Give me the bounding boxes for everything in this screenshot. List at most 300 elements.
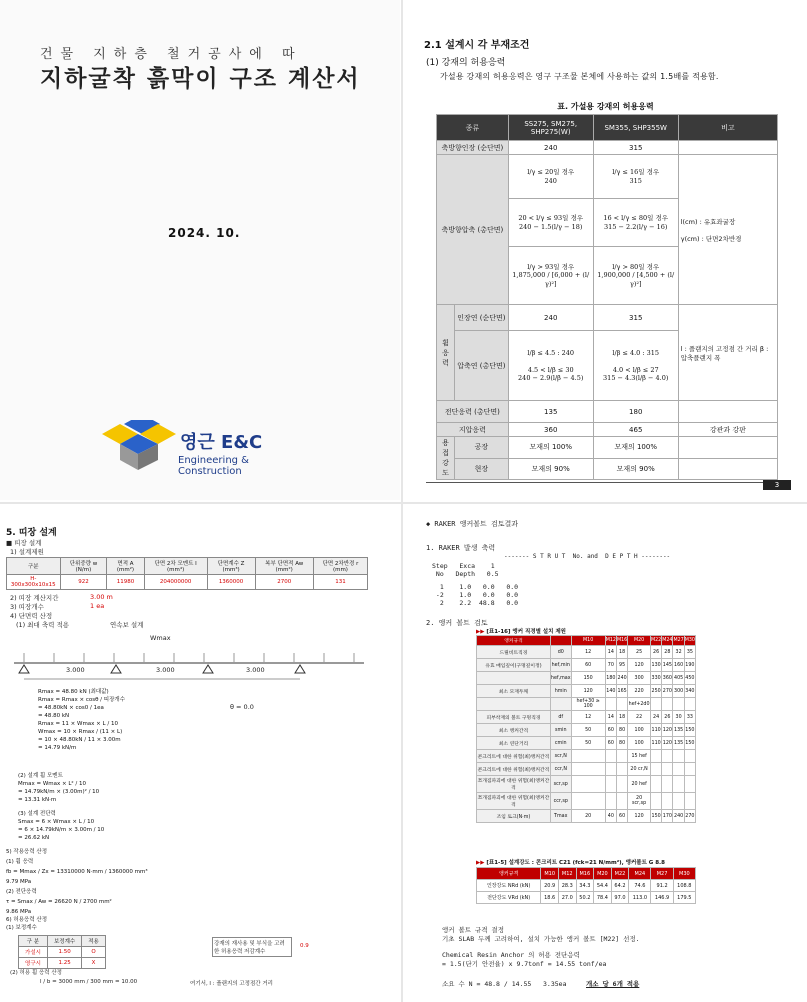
calc-line: = 48.80 kN — [38, 713, 70, 719]
cell: 54.4 — [594, 880, 612, 892]
reaction-calc — [38, 688, 125, 752]
cell: 모재의 100% — [508, 437, 593, 459]
table-row — [477, 892, 696, 904]
cell: 11980 — [107, 575, 144, 590]
load-label: Wmax — [150, 634, 171, 642]
theta-value: θ = 0.0 — [230, 703, 254, 711]
row-label: 현장 — [455, 458, 509, 480]
cell — [605, 698, 616, 711]
cell: 240 − 2.9(l/β − 4.5) — [518, 373, 584, 382]
cell — [673, 793, 684, 810]
calc-line: 9.86 MPa — [6, 909, 32, 915]
cell — [673, 698, 684, 711]
cell — [616, 763, 627, 776]
cell: 140 — [605, 685, 616, 698]
calc-line: = 14.79 kN/m — [38, 745, 77, 751]
cell: l/γ > 93일 경우 — [527, 263, 575, 272]
col-header: 적용 — [82, 936, 106, 947]
cell: 60 — [571, 659, 605, 672]
cell — [605, 763, 616, 776]
cell — [684, 776, 695, 793]
col-header: M16 — [616, 636, 627, 646]
cell: 922 — [60, 575, 107, 590]
cell: 30 — [673, 711, 684, 724]
col-header: M20 — [594, 868, 612, 880]
cell: 113.0 — [629, 892, 651, 904]
cell: 315 — [629, 176, 642, 185]
cell — [550, 698, 571, 711]
allowable-stress-page — [404, 0, 807, 500]
section-heading: 2.1 설계시 각 부재조건 — [424, 40, 530, 51]
text-value: 1 ea — [90, 602, 105, 610]
cell — [477, 672, 551, 685]
cell — [650, 793, 661, 810]
cell: ccr,N — [550, 763, 571, 776]
cell: 315 − 2.2(l/γ − 16) — [604, 222, 668, 231]
span-label: 3.000 — [246, 666, 265, 674]
cell: 130 — [650, 659, 661, 672]
row-label: 압축연 (총단면) — [455, 331, 509, 401]
cell: 60 — [605, 724, 616, 737]
cell: 160 — [673, 659, 684, 672]
cell: 18 — [616, 711, 627, 724]
cell: 300 — [628, 672, 651, 685]
cell: 4.5 < l/β ≤ 30 — [527, 365, 574, 374]
cell: 110 — [650, 724, 661, 737]
table-title-text: [표1-5] 설계강도 : 콘크리트 C21 (fck=21 N/mm²), 앵커볼트 G 8.8 — [486, 860, 665, 866]
cell — [684, 750, 695, 763]
cell: 330 — [650, 672, 661, 685]
row-label: 공장 — [455, 437, 509, 459]
text-line: (2) 허용 휨 응력 산정 — [10, 970, 62, 976]
cell: 26 — [650, 646, 661, 659]
cell — [673, 750, 684, 763]
table-title: ▶▶ [표1-16] 앵커 직경별 설치 제원 — [476, 629, 566, 635]
cell — [605, 750, 616, 763]
cell: 쪼개짐파괴에 대한 위험(최)앵커간격 — [477, 776, 551, 793]
cover-title: 지하굴착 흙막이 구조 계산서 — [40, 66, 361, 92]
cell: 콘크리트에 대한 위험(최)앵커간격 — [477, 763, 551, 776]
calc-line: Smax = 6 × Wmax × L / 10 — [18, 819, 95, 825]
cover-page — [0, 0, 400, 500]
cell: 108.8 — [673, 880, 695, 892]
cell: 100 — [628, 737, 651, 750]
cell: 4.0 < l/β ≤ 27 — [612, 365, 659, 374]
cell: 64.2 — [611, 880, 629, 892]
cell: 360 — [508, 423, 593, 437]
col-header: M24 — [662, 636, 673, 646]
span-label: 3.000 — [66, 666, 85, 674]
cell: 315 — [593, 305, 678, 331]
calc-line: (3) 설계 전단력 — [18, 811, 56, 817]
cell: 33 — [684, 711, 695, 724]
cell: 120 — [662, 724, 673, 737]
cell: 150 — [650, 810, 661, 823]
cell: 2700 — [255, 575, 313, 590]
table-row — [477, 724, 696, 737]
cell: O — [82, 947, 106, 958]
text-line: = 1.5(단기 안전율) x 9.7tonf = 14.55 tonf/ea — [442, 960, 607, 968]
cell: 146.9 — [651, 892, 673, 904]
text-line: Chemical Resin Anchor 의 허용 전단응력 — [442, 951, 580, 959]
cell: H-300x300x10x15 — [7, 575, 61, 590]
cell: 135 — [673, 737, 684, 750]
calc-line: Rmax = 11 × Wmax × L / 10 — [38, 721, 118, 727]
cell — [650, 698, 661, 711]
cell — [650, 763, 661, 776]
cell: l/γ ≤ 16일 경우 — [612, 168, 660, 177]
table-row — [477, 880, 696, 892]
calc-line: τ = Smax / Aw = 26620 N / 2700 mm² — [6, 899, 112, 905]
text-line: 소요 수 N = 48.8 / 14.55 3.35ea — [442, 980, 567, 988]
cell: 16 < l/γ ≤ 80일 경우 — [603, 214, 669, 223]
cell: cmin — [550, 737, 571, 750]
cell: X — [82, 958, 106, 969]
cell: 1,900,000 / [4,500 + (l/γ)²] — [597, 271, 675, 288]
company-name-en: Engineering & Construction — [178, 455, 249, 477]
cell: 95 — [616, 659, 627, 672]
col-header: 구분 — [7, 558, 61, 575]
moment-calc — [18, 772, 99, 804]
cell: 270 — [662, 685, 673, 698]
cell — [616, 750, 627, 763]
remark: l(cm) : 유효좌굴장 — [680, 217, 736, 226]
cell: 250 — [650, 685, 661, 698]
col-header: 복부 단면적 Aw (mm²) — [255, 558, 313, 575]
beam-design-page — [0, 505, 400, 1002]
row-label: 용접 강도 — [437, 437, 455, 480]
cell: 70 — [605, 659, 616, 672]
cell: 120 — [571, 685, 605, 698]
table-row — [477, 750, 696, 763]
text-line: ■ 띠장 설계 — [6, 539, 42, 547]
reduction-value: 0.9 — [300, 943, 309, 949]
col-header: 앵커규격 — [477, 868, 541, 880]
col-header: 구 분 — [19, 936, 48, 947]
text-line: (1) 최대 축력 적용 — [16, 621, 70, 629]
cell — [684, 698, 695, 711]
col-header: SM355, SHP355W — [593, 115, 678, 141]
cell: 15 hef — [628, 750, 651, 763]
cell: 91.2 — [651, 880, 673, 892]
calc-line: (1) 휨 응력 — [6, 859, 34, 865]
cell: 28.3 — [558, 880, 576, 892]
cell: 14 — [605, 646, 616, 659]
cell — [673, 763, 684, 776]
table-row — [477, 763, 696, 776]
col-header: M12 — [558, 868, 576, 880]
cell: l/β ≤ 4.5 : 240 — [527, 349, 575, 358]
section-title: ◆ RAKER 앵커볼트 검토결과 — [426, 520, 519, 528]
table-row — [477, 685, 696, 698]
calc-line: = 48.80kN × cos0 / 1ea — [38, 705, 104, 711]
calc-line: (2) 전단응력 — [6, 889, 37, 895]
cell: hef+2d0 — [628, 698, 651, 711]
span-label: 3.000 — [156, 666, 175, 674]
strut-header: Step Exca 1 No Depth 0.5 — [432, 562, 499, 578]
cell: 315 − 4.3(l/β − 4.0) — [603, 373, 669, 382]
cell: 최소 연단거리 — [477, 737, 551, 750]
row-label: 휨응력 — [437, 305, 455, 401]
cell: 150 — [684, 724, 695, 737]
cell: 60 — [605, 737, 616, 750]
text-line: 기초 SLAB 두께 고려하여, 설치 가능한 앵커 볼트 [M22] 선정. — [442, 935, 640, 943]
col-header: M20 — [628, 636, 651, 646]
cell: 영구시 — [19, 958, 48, 969]
cell: 120 — [628, 659, 651, 672]
text-value: 3.00 m — [90, 593, 113, 601]
calc-line: = 6 × 14.79kN/m × 3.00m / 10 — [18, 827, 105, 833]
cell: 340 — [684, 685, 695, 698]
cell: 240 — [673, 810, 684, 823]
anchor-bolt-page — [404, 505, 807, 1002]
cell: 100 — [628, 724, 651, 737]
cell: 쪼개짐파괴에 대한 위험(최)앵커간격 — [477, 793, 551, 810]
section-title: 5. 띠장 설계 — [6, 528, 57, 538]
cell: 1.50 — [47, 947, 81, 958]
reduction-note: 강재의 재사용 및 부식을 고려한 허용응력 저감계수 — [212, 937, 292, 957]
cover-date: 2024. 10. — [168, 226, 241, 240]
cell: 20 scr,sp — [628, 793, 651, 810]
cell: 18 — [616, 646, 627, 659]
calc-line: 6) 허용응력 산정 — [6, 917, 48, 923]
cell: 모재의 100% — [593, 437, 678, 459]
cell: 50 — [571, 737, 605, 750]
cell: 20 cr,N — [628, 763, 651, 776]
col-header: 보정계수 — [47, 936, 81, 947]
cell: 최소 앵커간격 — [477, 724, 551, 737]
cell: 179.5 — [673, 892, 695, 904]
cell: smin — [550, 724, 571, 737]
text-line: 2) 띠장 계산지간 — [10, 594, 59, 602]
cell: 190 — [684, 659, 695, 672]
cell: 1.25 — [47, 958, 81, 969]
calc-line: Wmax = 10 × Rmax / (11 × L) — [38, 729, 123, 735]
cell: ccr,sp — [550, 793, 571, 810]
cell — [616, 793, 627, 810]
calc-line: (2) 설계 휨 모멘트 — [18, 773, 63, 779]
cell — [662, 750, 673, 763]
text-line: 1) 설계제원 — [10, 548, 44, 556]
table-row — [477, 810, 696, 823]
cell: scr,sp — [550, 776, 571, 793]
cell — [616, 698, 627, 711]
cell: 300 — [673, 685, 684, 698]
col-header: M27 — [673, 636, 684, 646]
table-title: ▶▶ [표1-5] 설계강도 : 콘크리트 C21 (fck=21 N/mm²), 앵커볼트 G 8.8 — [476, 860, 665, 866]
col-header: M30 — [684, 636, 695, 646]
cell: 220 — [628, 685, 651, 698]
cell: 80 — [616, 737, 627, 750]
cell: 150 — [571, 672, 605, 685]
col-header: M12 — [605, 636, 616, 646]
cell: 모재의 90% — [508, 458, 593, 480]
text-line: 여기서, l : 플랜지의 고정점간 거리 — [190, 981, 273, 987]
allowable-calc — [6, 916, 47, 932]
cell — [571, 763, 605, 776]
cell: 18.6 — [541, 892, 559, 904]
cell: 27.0 — [558, 892, 576, 904]
cell: 170 — [662, 810, 673, 823]
cell: 드릴비트직경 — [477, 646, 551, 659]
cell: 인장강도 NRd (kN) — [477, 880, 541, 892]
cell: 22 — [628, 711, 651, 724]
col-header: M30 — [673, 868, 695, 880]
cell: l/γ > 80일 경우 — [612, 263, 660, 272]
calc-line: 5) 작용응력 산정 — [6, 849, 48, 855]
cell — [616, 776, 627, 793]
cell: 32 — [673, 646, 684, 659]
text-line: 1. RAKER 발생 축력 — [426, 544, 496, 552]
table-caption: 표. 가설용 강재의 허용응력 — [557, 102, 654, 111]
table-row — [477, 698, 696, 711]
cell: 12 — [571, 646, 605, 659]
cell: 50 — [571, 724, 605, 737]
correction-table — [18, 935, 106, 969]
calc-line: 9.79 MPa — [6, 879, 32, 885]
cell: 78.4 — [594, 892, 612, 904]
cell — [571, 793, 605, 810]
col-header: 단면 2차반경 r (mm) — [313, 558, 367, 575]
text-line: 2. 앵커 볼트 검토 — [426, 619, 488, 627]
calc-line: (1) 보정계수 — [6, 925, 37, 931]
cell: 150 — [684, 737, 695, 750]
col-header: 앵커규격 — [477, 636, 551, 646]
remark: 강관과 강판 — [678, 423, 777, 437]
cell: 240 − 1.5(l/γ − 18) — [519, 222, 583, 231]
cell: 40 — [605, 810, 616, 823]
stress-calc — [6, 847, 148, 917]
cell: 14 — [605, 711, 616, 724]
cell: df — [550, 711, 571, 724]
cell: d0 — [550, 646, 571, 659]
cell: 26 — [662, 711, 673, 724]
cell: 270 — [684, 810, 695, 823]
cell: 35 — [684, 646, 695, 659]
cell: 240 — [616, 672, 627, 685]
col-header: M22 — [650, 636, 661, 646]
cell: 50.2 — [576, 892, 594, 904]
calc-line: = 10 × 48.80kN / 11 × 3.00m — [38, 737, 121, 743]
cell: 240 — [508, 141, 593, 155]
cell: 34.3 — [576, 880, 594, 892]
cell: hmin — [550, 685, 571, 698]
text-line: 앵커 볼트 규격 결정 — [442, 926, 504, 934]
calc-line: Rmax = Rmax × cosθ / 띠장개수 — [38, 697, 126, 703]
cell: hef+30 ≥ 100 — [571, 698, 605, 711]
cell: 120 — [628, 810, 651, 823]
table-row — [477, 793, 696, 810]
cell: hef,max — [550, 672, 571, 685]
cell: 최소 모재두께 — [477, 685, 551, 698]
company-logo — [100, 420, 300, 480]
cell: 180 — [593, 401, 678, 423]
cell: 120 — [662, 737, 673, 750]
cell — [662, 776, 673, 793]
row-label: 인장연 (순단면) — [455, 305, 509, 331]
col-header: 비고 — [678, 115, 777, 141]
cell: 20 — [571, 810, 605, 823]
cell — [650, 750, 661, 763]
cell: 28 — [662, 646, 673, 659]
calc-line: Mmax = Wmax × L² / 10 — [18, 781, 86, 787]
cell: scr,N — [550, 750, 571, 763]
cell: 1360000 — [207, 575, 255, 590]
page-number: 3 — [763, 480, 791, 490]
cell: 유효 매입깊이(구멍깊이정) — [477, 659, 551, 672]
section-properties-table — [6, 557, 368, 590]
anchor-strength-table — [476, 867, 696, 904]
col-header: 면적 A (mm²) — [107, 558, 144, 575]
col-header: 종류 — [437, 115, 509, 141]
cell: 74.6 — [629, 880, 651, 892]
paragraph: 가설용 강재의 허용응력은 영구 구조물 본체에 사용하는 값의 1.5배를 적용함. — [440, 72, 719, 81]
cover-subtitle: 건물 지하층 철거공사에 따 — [40, 47, 303, 62]
cell: 60 — [616, 810, 627, 823]
calc-line: fb = Mmax / Zx = 13310000 N·mm / 1360000 mm³ — [6, 869, 148, 875]
cell: 145 — [662, 659, 673, 672]
col-header — [550, 636, 571, 646]
calc-line: = 13.31 kN·m — [18, 797, 57, 803]
cell: 135 — [673, 724, 684, 737]
cell: 12 — [571, 711, 605, 724]
text-line: 3) 띠장개수 — [10, 603, 44, 611]
strut-rows: 1 1.0 0.0 0.0 -2 1.0 0.0 0.0 2 2.2 48.8 0.0 — [435, 583, 519, 607]
col-header: M22 — [611, 868, 629, 880]
sub-heading: (1) 강재의 허용응력 — [426, 58, 506, 68]
col-header: 단위중량 w (N/m) — [60, 558, 107, 575]
conclusion: 개소 당 6개 적용 — [586, 980, 640, 988]
table-title-text: [표1-16] 앵커 직경별 설치 제원 — [486, 629, 566, 635]
cell: 360 — [662, 672, 673, 685]
cell: 25 — [628, 646, 651, 659]
cell: 405 — [673, 672, 684, 685]
cell: 131 — [313, 575, 367, 590]
col-header: SS275, SM275, SHP275(W) — [508, 115, 593, 141]
col-header: 단면계수 Z (mm³) — [207, 558, 255, 575]
cell: 240 — [508, 305, 593, 331]
cell: 20.9 — [541, 880, 559, 892]
row-label: 축방향인장 (순단면) — [437, 141, 509, 155]
table-row — [477, 737, 696, 750]
cell — [571, 750, 605, 763]
col-header: M24 — [629, 868, 651, 880]
cell — [662, 763, 673, 776]
shear-calc — [18, 810, 104, 842]
cell: 80 — [616, 724, 627, 737]
cell: 135 — [508, 401, 593, 423]
cell: 315 — [593, 141, 678, 155]
calc-line: = 26.62 kN — [18, 835, 50, 841]
table-row — [477, 711, 696, 724]
anchor-spec-table — [476, 635, 696, 823]
cell — [662, 793, 673, 810]
calc-line: Rmax = 48.80 kN (최대값) — [38, 689, 109, 695]
col-header: M10 — [571, 636, 605, 646]
cell: 20 hef — [628, 776, 651, 793]
cell — [605, 776, 616, 793]
company-name: 영근 E&C — [180, 432, 263, 453]
row-label: 지압응력 — [437, 423, 509, 437]
cell: 모재의 90% — [593, 458, 678, 480]
cell: 450 — [684, 672, 695, 685]
cell: 콘크리트에 대한 위험(최)앵커간격 — [477, 750, 551, 763]
remark: γ(cm) : 단면2차반경 — [680, 234, 742, 243]
cell — [684, 763, 695, 776]
cell: 465 — [593, 423, 678, 437]
cell: 180 — [605, 672, 616, 685]
cell — [684, 793, 695, 810]
